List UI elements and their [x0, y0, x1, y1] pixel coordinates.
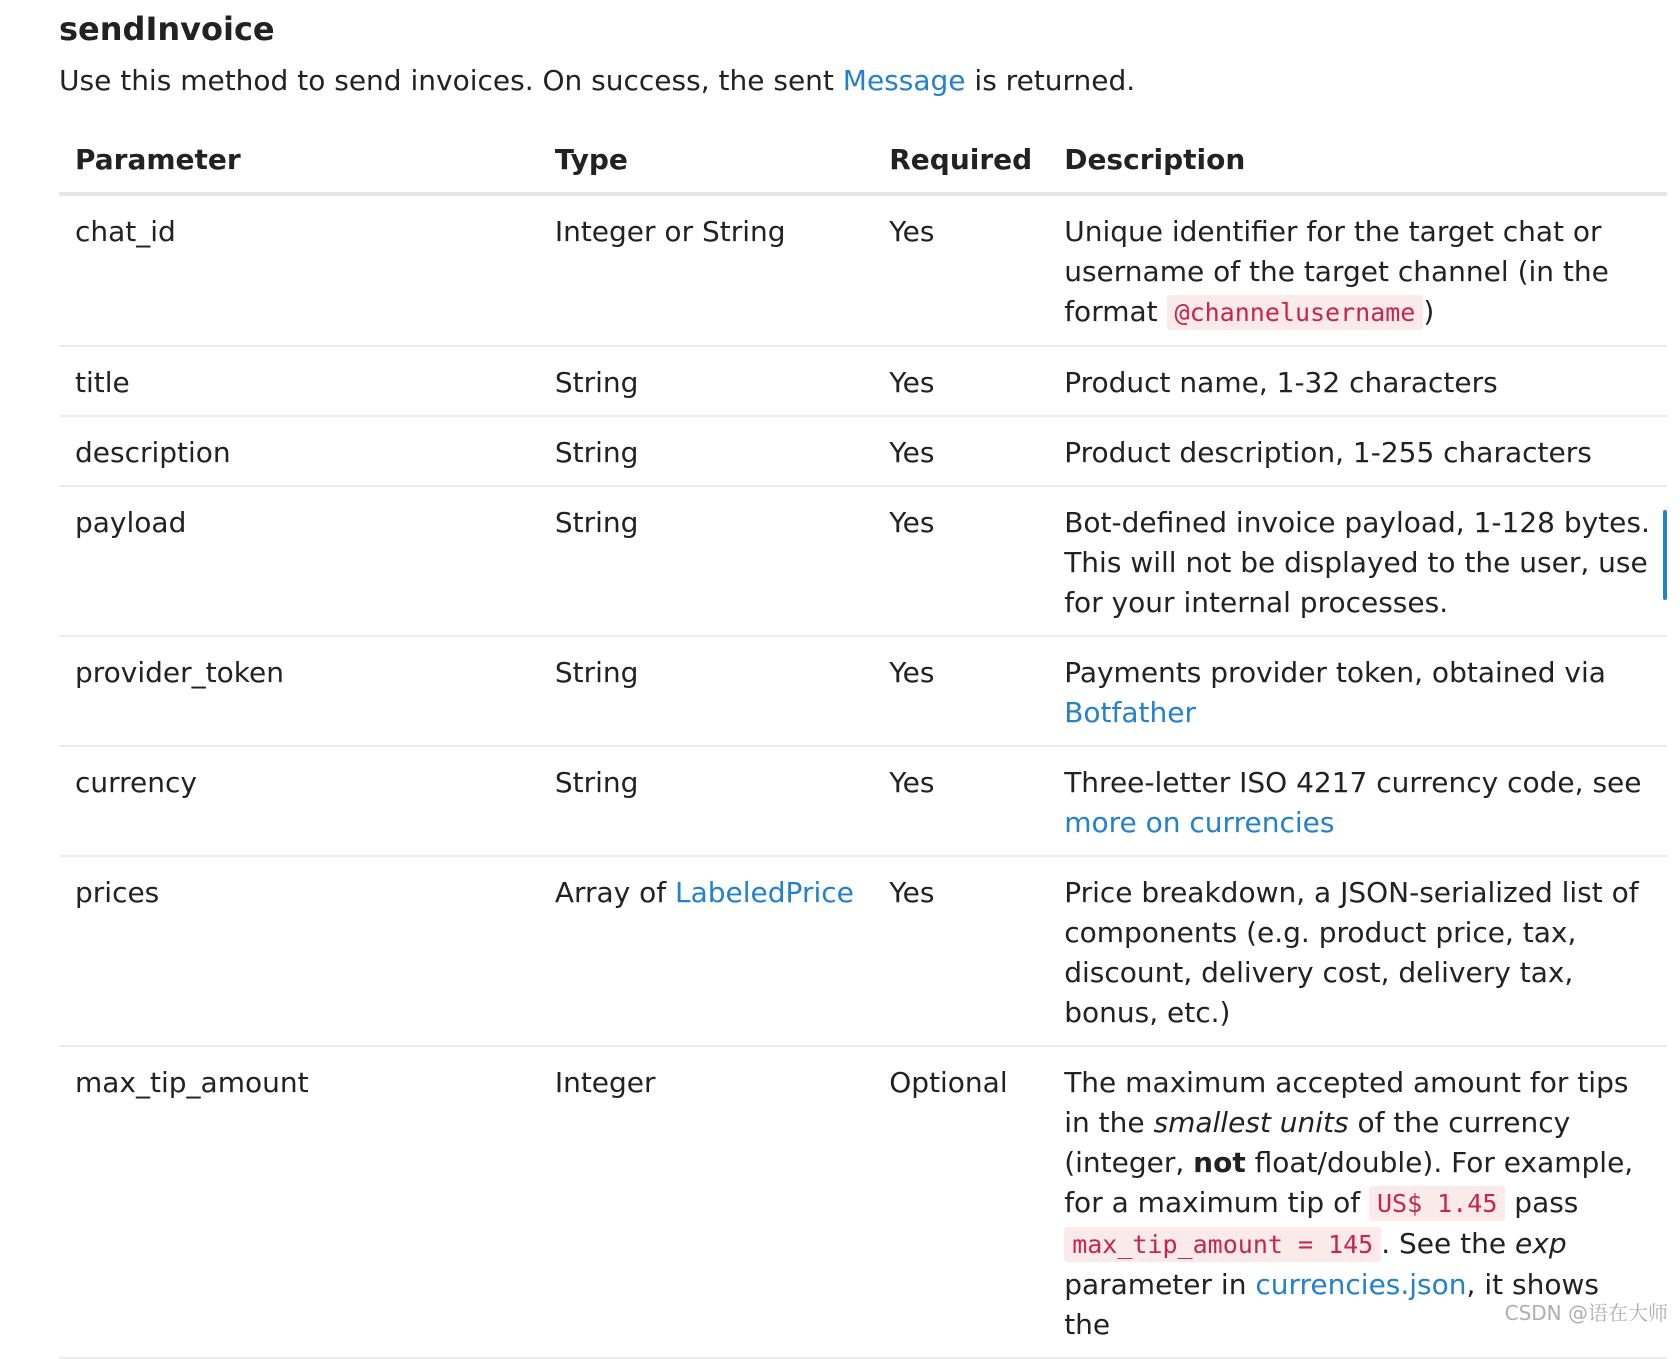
desc-text: Payments provider token, obtained via [1064, 656, 1606, 689]
intro-text-before: Use this method to send invoices. On success, the sent [59, 64, 843, 97]
desc-text: . See the [1381, 1227, 1516, 1260]
desc-emphasis: smallest units [1153, 1106, 1349, 1139]
table-row [59, 636, 1667, 746]
param-description: Bot-defined invoice payload, 1-128 bytes. This will not be displayed to the user, use for your internal processes. [1048, 486, 1667, 636]
param-type: String [539, 416, 873, 486]
param-name: provider_token [59, 636, 539, 746]
code-channelusername: @channelusername [1167, 295, 1424, 330]
param-type: String [539, 486, 873, 636]
table-row [59, 194, 1667, 346]
desc-text: The maximum accepted amount for tips in the [1064, 1066, 1629, 1139]
desc-text: Unique identifier for the target chat or username of the target channel (in the format [1064, 215, 1609, 328]
parameters-table [59, 134, 1667, 1359]
desc-text: Three-letter ISO 4217 currency code, see [1064, 766, 1642, 799]
watermark: CSDN @语在大师 [1504, 1301, 1668, 1325]
method-title: sendInvoice [59, 10, 275, 48]
message-link[interactable]: Message [842, 64, 966, 97]
param-required: Yes [873, 194, 1048, 346]
param-type: String [539, 346, 873, 416]
table-header-row [59, 134, 1667, 194]
table-row [59, 856, 1667, 1046]
desc-text: pass [1505, 1186, 1579, 1219]
table-row [59, 486, 1667, 636]
param-required: Yes [873, 856, 1048, 1046]
currencies-link[interactable]: more on currencies [1064, 806, 1335, 839]
param-name: title [59, 346, 539, 416]
param-required: Optional [873, 1046, 1048, 1358]
param-description [1048, 636, 1667, 746]
method-intro [59, 64, 1135, 97]
code-max-tip: max_tip_amount = 145 [1064, 1227, 1381, 1262]
labeledprice-link[interactable]: LabeledPrice [675, 876, 854, 909]
param-type: String [539, 746, 873, 856]
param-description [1048, 194, 1667, 346]
param-description: Product description, 1-255 characters [1048, 416, 1667, 486]
desc-strong: not [1193, 1146, 1246, 1179]
param-type: String [539, 636, 873, 746]
param-required: Yes [873, 416, 1048, 486]
intro-text-after: is returned. [965, 64, 1136, 97]
param-required: Yes [873, 486, 1048, 636]
param-type: Integer [539, 1046, 873, 1358]
param-name: max_tip_amount [59, 1046, 539, 1358]
header-description: Description [1048, 134, 1667, 194]
table-row [59, 1046, 1667, 1358]
desc-text: of the currency (integer, [1064, 1106, 1571, 1179]
param-name: description [59, 416, 539, 486]
param-required: Yes [873, 746, 1048, 856]
code-us-amount: US$ 1.45 [1369, 1186, 1505, 1221]
param-name: currency [59, 746, 539, 856]
param-description: Product name, 1-32 characters [1048, 346, 1667, 416]
currencies-json-link[interactable]: currencies.json [1255, 1268, 1467, 1301]
param-required: Yes [873, 346, 1048, 416]
param-description: Price breakdown, a JSON-serialized list of components (e.g. product price, tax, discount, delivery cost, delivery tax, bonus, etc.) [1048, 856, 1667, 1046]
param-name: payload [59, 486, 539, 636]
param-name: prices [59, 856, 539, 1046]
botfather-link[interactable]: Botfather [1064, 696, 1196, 729]
desc-text: parameter in [1064, 1268, 1256, 1301]
header-parameter: Parameter [59, 134, 539, 194]
header-type: Type [539, 134, 873, 194]
desc-text: float/double). For example, for a maximum tip of [1064, 1146, 1634, 1219]
param-description [1048, 746, 1667, 856]
type-text: Array of [554, 876, 676, 909]
table-row [59, 416, 1667, 486]
desc-text: ) [1423, 295, 1435, 328]
param-type [539, 856, 873, 1046]
desc-emphasis: exp [1515, 1227, 1567, 1260]
header-required: Required [873, 134, 1048, 194]
table-row [59, 746, 1667, 856]
scroll-indicator[interactable] [1663, 510, 1667, 600]
desc-text: , it shows the [1064, 1268, 1599, 1341]
param-required: Yes [873, 636, 1048, 746]
param-type: Integer or String [539, 194, 873, 346]
param-name: chat_id [59, 194, 539, 346]
table-row [59, 346, 1667, 416]
